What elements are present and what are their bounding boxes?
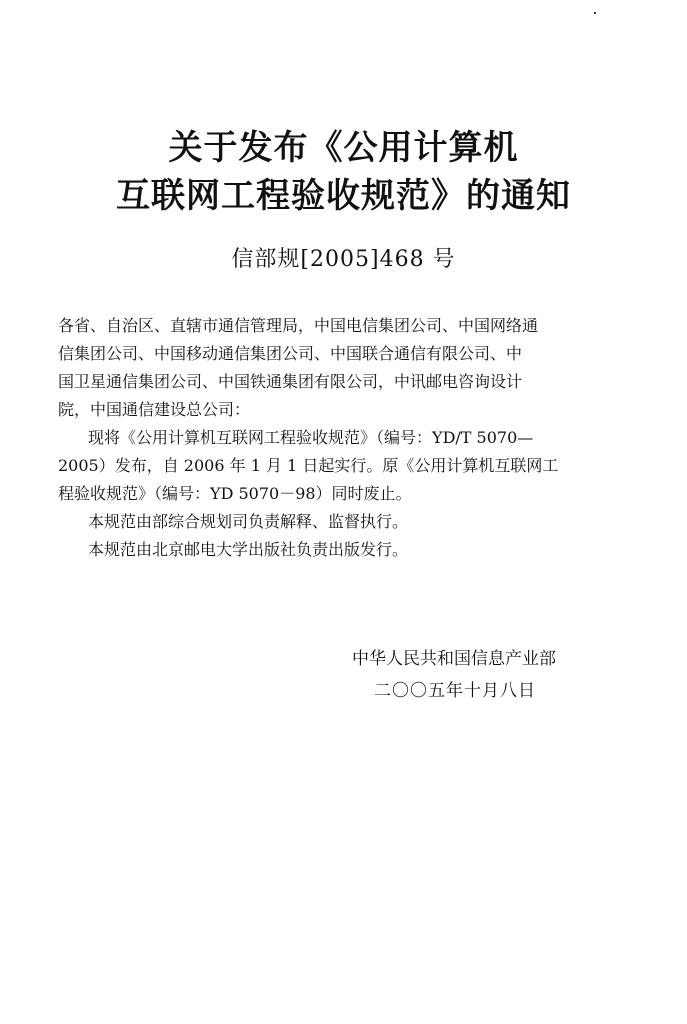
issuing-organization: 中华人民共和国信息产业部 (352, 649, 556, 669)
addressee-line: 信集团公司、中国移动通信集团公司、中国联合通信有限公司、中 (58, 344, 523, 363)
notice-body (58, 312, 640, 564)
addressee-block (58, 312, 640, 424)
paragraph-interpretation (58, 508, 640, 536)
signature-block (352, 643, 612, 707)
issue-date: 二〇〇五年十月八日 (374, 681, 536, 701)
paragraph-line: 现将《公用计算机互联网工程验收规范》（编号：YD/T 5070— (88, 428, 534, 447)
scan-speck (594, 12, 596, 14)
paragraph-line: 本规范由部综合规划司负责解释、监督执行。 (88, 512, 409, 531)
paragraph-line: 2005）发布，自 2006 年 1 月 1 日起实行。原《公用计算机互联网工 (58, 456, 559, 475)
notice-title (0, 124, 687, 220)
addressee-line: 院，中国通信建设总公司： (58, 400, 251, 419)
title-line-2: 互联网工程验收规范》的通知 (116, 176, 571, 216)
document-number: 信部规[2005]468 号 (231, 247, 456, 272)
addressee-line: 国卫星通信集团公司、中国铁通集团有限公司，中讯邮电咨询设计 (58, 372, 523, 391)
paragraph-line: 程验收规范》（编号：YD 5070－98）同时废止。 (58, 484, 412, 503)
paragraph-distribution (58, 536, 640, 564)
title-line-1: 关于发布《公用计算机 (168, 128, 519, 168)
paragraph-publication (58, 424, 640, 508)
paragraph-line: 本规范由北京邮电大学出版社负责出版发行。 (88, 540, 409, 559)
addressee-line: 各省、自治区、直辖市通信管理局，中国电信集团公司、中国网络通 (58, 316, 539, 335)
